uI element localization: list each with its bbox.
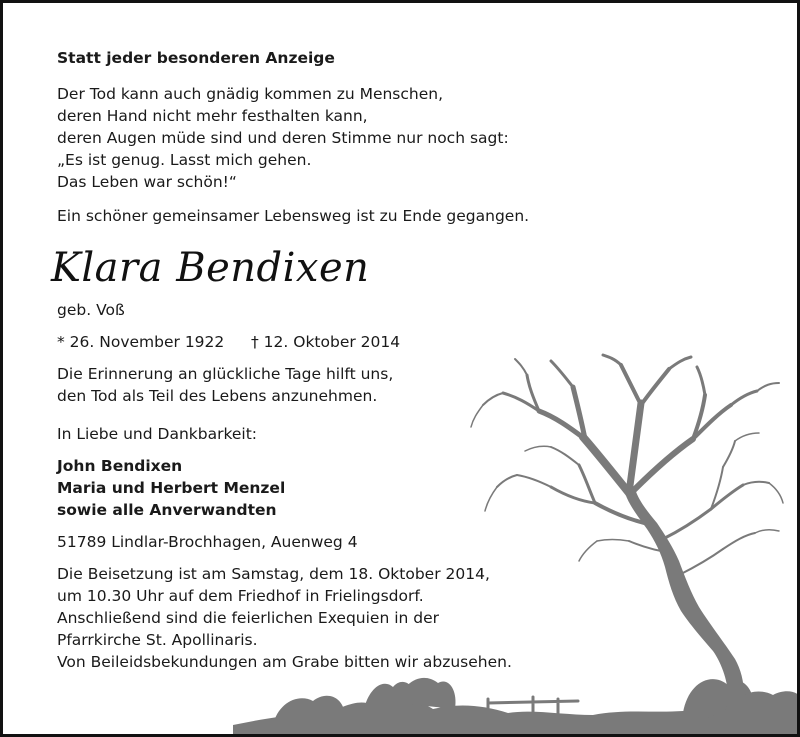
poem	[57, 83, 577, 193]
mourner: John Bendixen	[57, 457, 183, 475]
memory-line: den Tod als Teil des Lebens anzunehmen.	[57, 387, 378, 405]
info-line: Von Beileidsbekundungen am Grabe bitten wir abzusehen.	[57, 653, 512, 671]
info-line: Die Beisetzung ist am Samstag, dem 18. Oktober 2014,	[57, 565, 490, 583]
info-line: Anschließend sind die feierlichen Exequien in der	[57, 609, 440, 627]
memory-text	[57, 363, 577, 407]
mourner: Maria und Herbert Menzel	[57, 479, 286, 497]
life-dates	[57, 331, 577, 353]
info-line: Pfarrkirche St. Apollinaris.	[57, 631, 258, 649]
poem-line: deren Hand nicht mehr festhalten kann,	[57, 107, 368, 125]
funeral-info	[57, 563, 577, 673]
memory-line: Die Erinnerung an glückliche Tage hilft uns,	[57, 365, 394, 383]
announcement-heading: Statt jeder besonderen Anzeige	[57, 49, 335, 67]
mourners-list	[57, 455, 577, 521]
poem-line: deren Augen müde sind und deren Stimme nur noch sagt:	[57, 129, 509, 147]
family-address: 51789 Lindlar-Brochhagen, Auenweg 4	[57, 533, 358, 551]
obituary-text	[51, 47, 577, 673]
deceased-name: Klara Bendixen	[51, 245, 370, 291]
thanks-line: In Liebe und Dankbarkeit:	[57, 425, 258, 443]
mourner: sowie alle Anverwandten	[57, 501, 277, 519]
poem-line: Das Leben war schön!“	[57, 173, 237, 191]
info-line: um 10.30 Uhr auf dem Friedhof in Frielingsdorf.	[57, 587, 424, 605]
death-date: † 12. Oktober 2014	[251, 333, 401, 351]
poem-line: Der Tod kann auch gnädig kommen zu Menschen,	[57, 85, 444, 103]
birth-name: geb. Voß	[57, 301, 125, 319]
poem-line: „Es ist genug. Lasst mich gehen.	[57, 151, 312, 169]
birth-date: * 26. November 1922	[57, 333, 225, 351]
closing-sentence: Ein schöner gemeinsamer Lebensweg ist zu Ende gegangen.	[57, 207, 530, 225]
